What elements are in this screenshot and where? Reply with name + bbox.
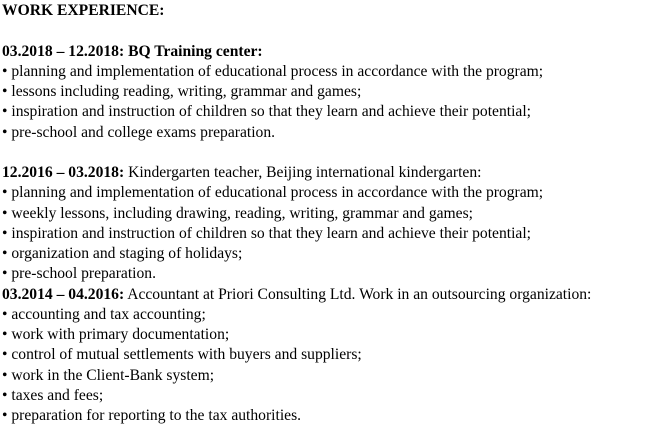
job-header: [2, 163, 669, 183]
spacer: [2, 21, 669, 41]
spacer: [2, 143, 669, 163]
job-entry-priori-consulting: [2, 285, 669, 426]
job-dates: 03.2014 – 04.2016:: [2, 286, 124, 303]
job-header: [2, 285, 669, 305]
job-bullet: • pre-school preparation.: [2, 264, 669, 284]
job-title: Accountant at Priori Consulting Ltd. Work in an outsourcing organization:: [127, 286, 591, 303]
job-bullet: • pre-school and college exams preparation.: [2, 123, 669, 143]
job-bullet: • taxes and fees;: [2, 386, 669, 406]
job-bullet: • accounting and tax accounting;: [2, 305, 669, 325]
job-title: Kindergarten teacher, Beijing international kindergarten:: [128, 164, 481, 181]
job-bullet: • preparation for reporting to the tax authorities.: [2, 406, 669, 426]
job-bullet: • lessons including reading, writing, grammar and games;: [2, 82, 669, 102]
job-bullet: • control of mutual settlements with buyers and suppliers;: [2, 345, 669, 365]
job-bullet: • inspiration and instruction of children so that they learn and achieve their potential;: [2, 102, 669, 122]
job-entry-kindergarten: [2, 163, 669, 285]
job-dates: 03.2018 – 12.2018:: [2, 43, 124, 60]
job-bullet: • work with primary documentation;: [2, 325, 669, 345]
job-header: [2, 42, 669, 62]
job-bullet: • weekly lessons, including drawing, reading, writing, grammar and games;: [2, 204, 669, 224]
job-bullet: • planning and implementation of educational process in accordance with the program;: [2, 62, 669, 82]
section-title: WORK EXPERIENCE:: [2, 1, 669, 21]
job-bullet: • organization and staging of holidays;: [2, 244, 669, 264]
job-bullet: • work in the Client-Bank system;: [2, 366, 669, 386]
job-title: BQ Training center:: [128, 43, 263, 60]
job-bullet: • planning and implementation of educational process in accordance with the program;: [2, 183, 669, 203]
job-entry-bq-training: [2, 42, 669, 143]
job-dates: 12.2016 – 03.2018:: [2, 164, 124, 181]
job-bullet: • inspiration and instruction of children so that they learn and achieve their potential;: [2, 224, 669, 244]
